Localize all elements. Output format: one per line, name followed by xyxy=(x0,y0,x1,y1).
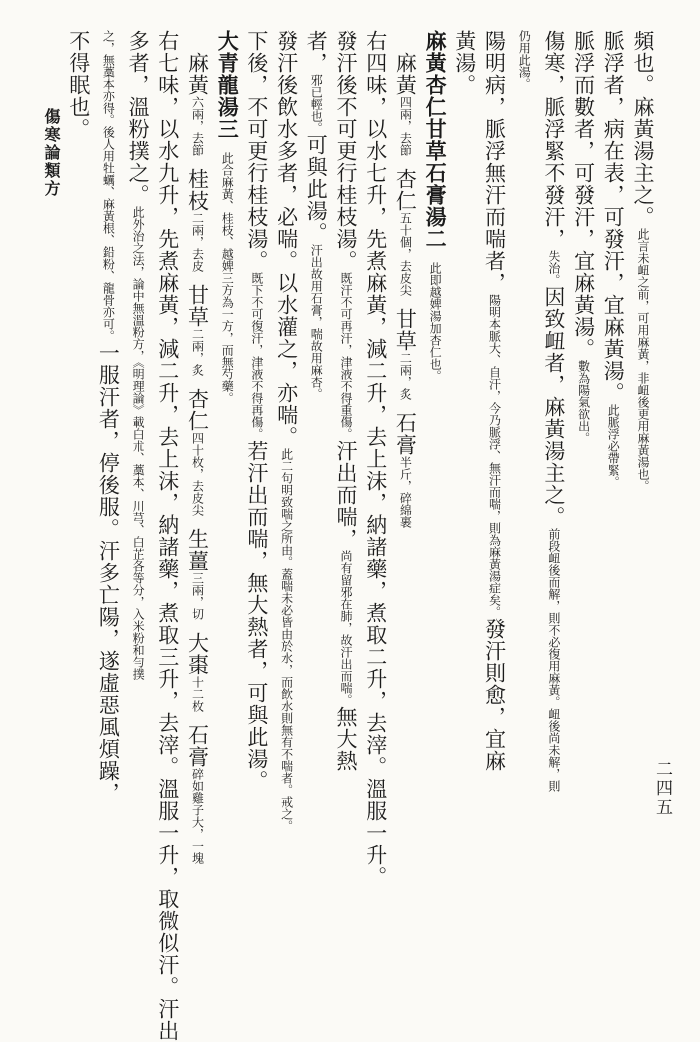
main-text: 黃湯。 xyxy=(452,30,477,96)
main-text: 傷寒，脈浮緊不發汗， xyxy=(541,30,566,250)
commentary-text: 既汗不可再汗，津液不得重傷。 xyxy=(339,272,353,440)
main-text: 桂枝 xyxy=(185,168,210,212)
main-text: 杏仁 xyxy=(185,388,210,432)
main-text: 發汗後飲水多者，必喘。以水灌之，亦喘。 xyxy=(274,30,299,448)
commentary-text: 十二枚 xyxy=(190,676,205,724)
main-text: 麻黃 xyxy=(393,30,418,96)
commentary-text: 汗出故用石膏，喘故用麻杏。 xyxy=(309,244,324,400)
text-column xyxy=(628,30,658,990)
main-text: 右四味，以水七升，先煮麻黃，減二升，去上沫，納諸藥，煮取二升，去滓。溫服一升。 xyxy=(363,30,388,888)
text-column xyxy=(242,30,272,990)
section-heading: 麻黃杏仁甘草石膏湯二 xyxy=(423,30,449,250)
main-text: 頻也。麻黃湯主之。 xyxy=(631,30,655,228)
commentary-text: 陽明本脈大、自汗，今乃脈浮、無汗而喘，則為麻黃湯症矣。 xyxy=(487,294,502,618)
text-column xyxy=(598,30,628,990)
main-text: 者， xyxy=(304,30,329,74)
text-column xyxy=(509,30,539,990)
main-text: 一服汗者，停後服。汗多亡陽，遂虛惡風煩躁， xyxy=(96,342,121,804)
commentary-text: 碎如雞子大，一塊 xyxy=(190,768,205,864)
commentary-text: 五十個，去皮尖 xyxy=(398,212,413,308)
main-text: 杏仁 xyxy=(393,168,418,212)
commentary-text: 失治。 xyxy=(546,250,561,286)
commentary-text: 既下不可復汗，津液不得再傷。 xyxy=(249,272,264,440)
commentary-text: 此外治之法，論中無溫粉方，《明理論》載白朮、藁本、川芎、白芷各等分，入米粉和勻撲 xyxy=(131,206,146,680)
main-text: 生薑 xyxy=(185,528,210,572)
commentary-text: 二兩，炙 xyxy=(190,328,205,388)
text-column xyxy=(272,30,302,990)
commentary-text: 之，無藁本亦得。後人用牡蠣、麻黃根、鉛粉、龍骨亦可。 xyxy=(101,30,116,342)
main-text: 大棗 xyxy=(185,632,210,676)
main-text: 脈浮而數者，可發汗，宜麻黃湯。 xyxy=(571,30,596,360)
text-column xyxy=(123,30,153,990)
text-column xyxy=(450,30,480,990)
commentary-text: 二兩，去皮 xyxy=(190,212,205,284)
text-column xyxy=(153,30,183,1042)
main-text: 因致衄者，麻黃湯主之。 xyxy=(541,286,566,528)
text-column xyxy=(539,30,569,990)
text-column xyxy=(301,30,331,990)
commentary-text: 前段衄後而解，則不必復用麻黃。衄後尚未解，則 xyxy=(546,528,561,792)
commentary-text: 邪已輕也。 xyxy=(309,74,324,134)
main-text: 多者，溫粉撲之。 xyxy=(126,30,151,206)
text-column xyxy=(331,30,361,990)
text-column xyxy=(212,30,242,990)
text-column xyxy=(390,30,420,990)
text-column xyxy=(420,30,450,990)
commentary-text: 四十枚，去皮尖 xyxy=(190,432,205,528)
text-column xyxy=(480,30,510,990)
main-text: 汗出而喘， xyxy=(334,440,358,550)
commentary-text: 此言未衄之前，可用麻黃，非衄後更用麻黃湯也。 xyxy=(636,228,650,492)
text-column xyxy=(361,30,391,990)
commentary-text: 此脈浮必帶緊。 xyxy=(606,404,621,488)
commentary-text: 六兩，去節 xyxy=(190,96,205,168)
page-number: 二四五 xyxy=(652,760,672,817)
main-text: 若汗出而喘，無大熱者，可與此湯。 xyxy=(244,440,269,792)
commentary-text: 此合麻黃、桂枝、越婢三方為一方，而無芍藥。 xyxy=(220,140,235,404)
main-text: 發汗後不可更行桂枝湯。 xyxy=(334,30,358,272)
commentary-text: 此即越婢湯加杏仁也。 xyxy=(428,250,443,382)
main-text: 可與此湯。 xyxy=(304,134,329,244)
commentary-text: 半斤，碎綿裹 xyxy=(398,456,413,528)
commentary-text: 尚有留邪在肺，故汗出而喘。 xyxy=(339,550,353,706)
main-text: 甘草 xyxy=(393,308,418,352)
main-text: 石膏 xyxy=(185,724,210,768)
text-column xyxy=(64,30,94,990)
main-text: 陽明病，脈浮無汗而喘者， xyxy=(482,30,507,294)
main-text: 右七味，以水九升，先煮麻黃，減二升，去上沫，納諸藥，煮取三升，去滓。溫服一升，取微似汗。汗出 xyxy=(155,30,180,1042)
main-text: 不得眠也。 xyxy=(66,30,91,140)
text-column xyxy=(569,30,599,990)
main-text: 麻黃 xyxy=(185,30,210,96)
text-column xyxy=(183,30,213,990)
section-heading: 大青龍湯三 xyxy=(215,30,241,140)
text-column xyxy=(93,30,123,990)
main-text: 無大熱 xyxy=(334,706,358,772)
main-text: 甘草 xyxy=(185,284,210,328)
commentary-text: 此二句明致喘之所由。蓋喘未必皆由於水，而飲水則無有不喘者。戒之。 xyxy=(279,448,294,832)
main-text: 脈浮者，病在表，可發汗，宜麻黃湯。 xyxy=(601,30,626,404)
main-text: 發汗則愈，宜麻 xyxy=(482,618,507,772)
main-text: 下後，不可更行桂枝湯。 xyxy=(244,30,269,272)
running-head: 傷寒論類方 xyxy=(42,108,61,198)
commentary-text: 仍用此湯。 xyxy=(517,30,532,90)
commentary-text: 數為陽氣欲出。 xyxy=(576,360,591,444)
commentary-text: 二兩，炙 xyxy=(398,352,413,412)
commentary-text: 四兩，去節 xyxy=(398,96,413,168)
main-text: 石膏 xyxy=(393,412,418,456)
commentary-text: 三兩，切 xyxy=(190,572,205,632)
